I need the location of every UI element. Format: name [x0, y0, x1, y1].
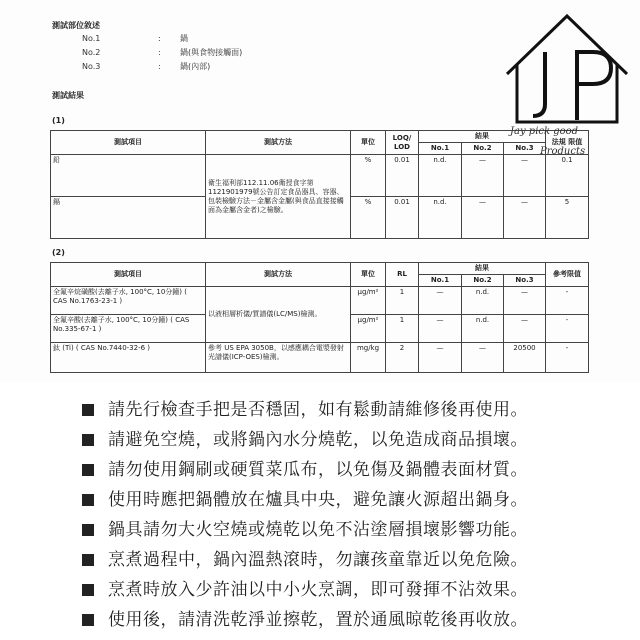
- cell-no3: —: [504, 155, 546, 197]
- cell-no1: n.d.: [419, 197, 462, 239]
- header-limit: 法規 限值: [546, 131, 589, 155]
- header-rl: RL: [386, 263, 419, 287]
- bullet-square-icon: [82, 554, 94, 566]
- header-method: 測試方法: [206, 131, 351, 155]
- part-no: No.2: [82, 48, 101, 57]
- part-row: [82, 61, 210, 72]
- bullet-square-icon: [82, 524, 94, 536]
- cell-rl: 1: [386, 315, 419, 343]
- header-result: 結果: [419, 131, 546, 143]
- cell-loq: 0.01: [386, 197, 419, 239]
- part-colon: :: [158, 34, 161, 43]
- note-item: [82, 425, 528, 450]
- cell-no2: n.d.: [462, 287, 504, 315]
- logo-tagline-2: Products: [540, 146, 586, 157]
- part-row: [82, 47, 242, 58]
- cell-no1: —: [419, 287, 462, 315]
- results-title: 測試結果: [52, 91, 84, 100]
- header-no2: No.2: [462, 143, 504, 155]
- note-item: [82, 545, 528, 570]
- cell-no1: —: [419, 343, 462, 373]
- header-no2: No.2: [462, 275, 504, 287]
- house-wall-icon: [517, 64, 617, 122]
- part-desc: 鍋(與食物接觸面): [180, 48, 243, 57]
- note-text: 烹煮過程中，鍋內溫熱滾時，勿讓孩童靠近以免危險。: [108, 550, 528, 570]
- logo-letter-p: [577, 50, 611, 120]
- cell-item: 全氟辛烷磺酸(去離子水, 100°C, 10分鐘) ( CAS No.1763-23-1 ): [51, 287, 206, 315]
- part-no: No.1: [82, 34, 101, 43]
- header-no3: No.3: [504, 275, 546, 287]
- cell-method: 參考 US EPA 3050B，以感應耦合電漿發射光譜儀(ICP-OES)檢測。: [206, 343, 351, 373]
- cell-rl: 1: [386, 287, 419, 315]
- cell-no2: —: [462, 197, 504, 239]
- header-unit: 單位: [351, 131, 386, 155]
- note-item: [82, 575, 528, 600]
- header-no1: No.1: [419, 275, 462, 287]
- brand-logo: [503, 12, 631, 162]
- cell-loq: 0.01: [386, 155, 419, 197]
- part-row: [82, 33, 188, 44]
- logo-tagline: Jay pick good: [510, 126, 579, 137]
- parts-title: 測試部位敘述: [52, 21, 100, 30]
- usage-notes: [0, 383, 640, 640]
- cell-unit: mg/kg: [351, 343, 386, 373]
- header-ref: 參考限值: [546, 263, 589, 287]
- bullet-square-icon: [82, 584, 94, 596]
- bullet-square-icon: [82, 434, 94, 446]
- cell-limit: 5: [546, 197, 589, 239]
- cell-no2: n.d.: [462, 315, 504, 343]
- table2-label: (2): [52, 248, 65, 257]
- cell-ref: -: [546, 343, 589, 373]
- cell-no1: —: [419, 315, 462, 343]
- results-table-2: [50, 262, 589, 373]
- note-item: [82, 455, 528, 480]
- cell-unit: %: [351, 197, 386, 239]
- header-item: 測試項目: [51, 263, 206, 287]
- note-item: [82, 515, 528, 540]
- cell-no3: 20500: [504, 343, 546, 373]
- note-text: 烹煮時放入少許油以中小火烹調，即可發揮不沾效果。: [108, 580, 528, 600]
- cell-method: 以液相層析儀/質譜儀(LC/MS)檢測。: [206, 287, 351, 343]
- cell-limit: 0.1: [546, 155, 589, 197]
- header-no1: No.1: [419, 143, 462, 155]
- cell-item: 全氟辛酸(去離子水, 100°C, 10分鐘) ( CAS No.335-67-1 ): [51, 315, 206, 343]
- note-item: [82, 485, 528, 510]
- logo-letter-j: [533, 52, 545, 116]
- header-item: 測試項目: [51, 131, 206, 155]
- cell-unit: μg/m²: [351, 315, 386, 343]
- cell-ref: -: [546, 315, 589, 343]
- cell-unit: %: [351, 155, 386, 197]
- cell-no3: —: [504, 287, 546, 315]
- part-desc: 鍋: [180, 34, 188, 43]
- cell-unit: μg/m²: [351, 287, 386, 315]
- cell-no1: n.d.: [419, 155, 462, 197]
- bullet-square-icon: [82, 404, 94, 416]
- note-text: 使用後，請清洗乾淨並擦乾，置於通風晾乾後再收放。: [108, 610, 528, 630]
- cell-no2: —: [462, 155, 504, 197]
- part-colon: :: [158, 48, 161, 57]
- note-text: 請勿使用鋼刷或硬質菜瓜布，以免傷及鍋體表面材質。: [108, 460, 528, 480]
- bullet-square-icon: [82, 614, 94, 626]
- note-item: [82, 395, 528, 420]
- cell-item: 鈦 (Ti) ( CAS No.7440-32-6 ): [51, 343, 206, 373]
- cell-item: 鎘: [51, 197, 206, 239]
- note-text: 請先行檢查手把是否穩固，如有鬆動請維修後再使用。: [108, 400, 528, 420]
- table1-label: (1): [52, 116, 65, 125]
- part-desc: 鍋(內部): [180, 62, 211, 71]
- header-result: 結果: [419, 263, 546, 275]
- cell-method: 衛生福利部112.11.06衛授食字第1121901979號公告訂定食品器具、容器、包裝檢驗方法－金屬含金屬(與食品直接接觸面為金屬含金者)之檢驗。: [206, 155, 351, 239]
- header-unit: 單位: [351, 263, 386, 287]
- note-item: [82, 605, 528, 630]
- cell-rl: 2: [386, 343, 419, 373]
- header-loq: LOQ/ LOD: [386, 131, 419, 155]
- cell-ref: -: [546, 287, 589, 315]
- header-no3: No.3: [504, 143, 546, 155]
- header-method: 測試方法: [206, 263, 351, 287]
- cell-no2: —: [462, 343, 504, 373]
- part-colon: :: [158, 62, 161, 71]
- note-text: 使用時應把鍋體放在爐具中央，避免讓火源超出鍋身。: [108, 490, 528, 510]
- cell-item: 鉛: [51, 155, 206, 197]
- cell-no3: —: [504, 197, 546, 239]
- note-text: 鍋具請勿大火空燒或燒乾以免不沾塗層損壞影響功能。: [108, 520, 528, 540]
- cell-no3: —: [504, 315, 546, 343]
- part-no: No.3: [82, 62, 101, 71]
- bullet-square-icon: [82, 464, 94, 476]
- note-text: 請避免空燒，或將鍋內水分燒乾，以免造成商品損壞。: [108, 430, 528, 450]
- bullet-square-icon: [82, 494, 94, 506]
